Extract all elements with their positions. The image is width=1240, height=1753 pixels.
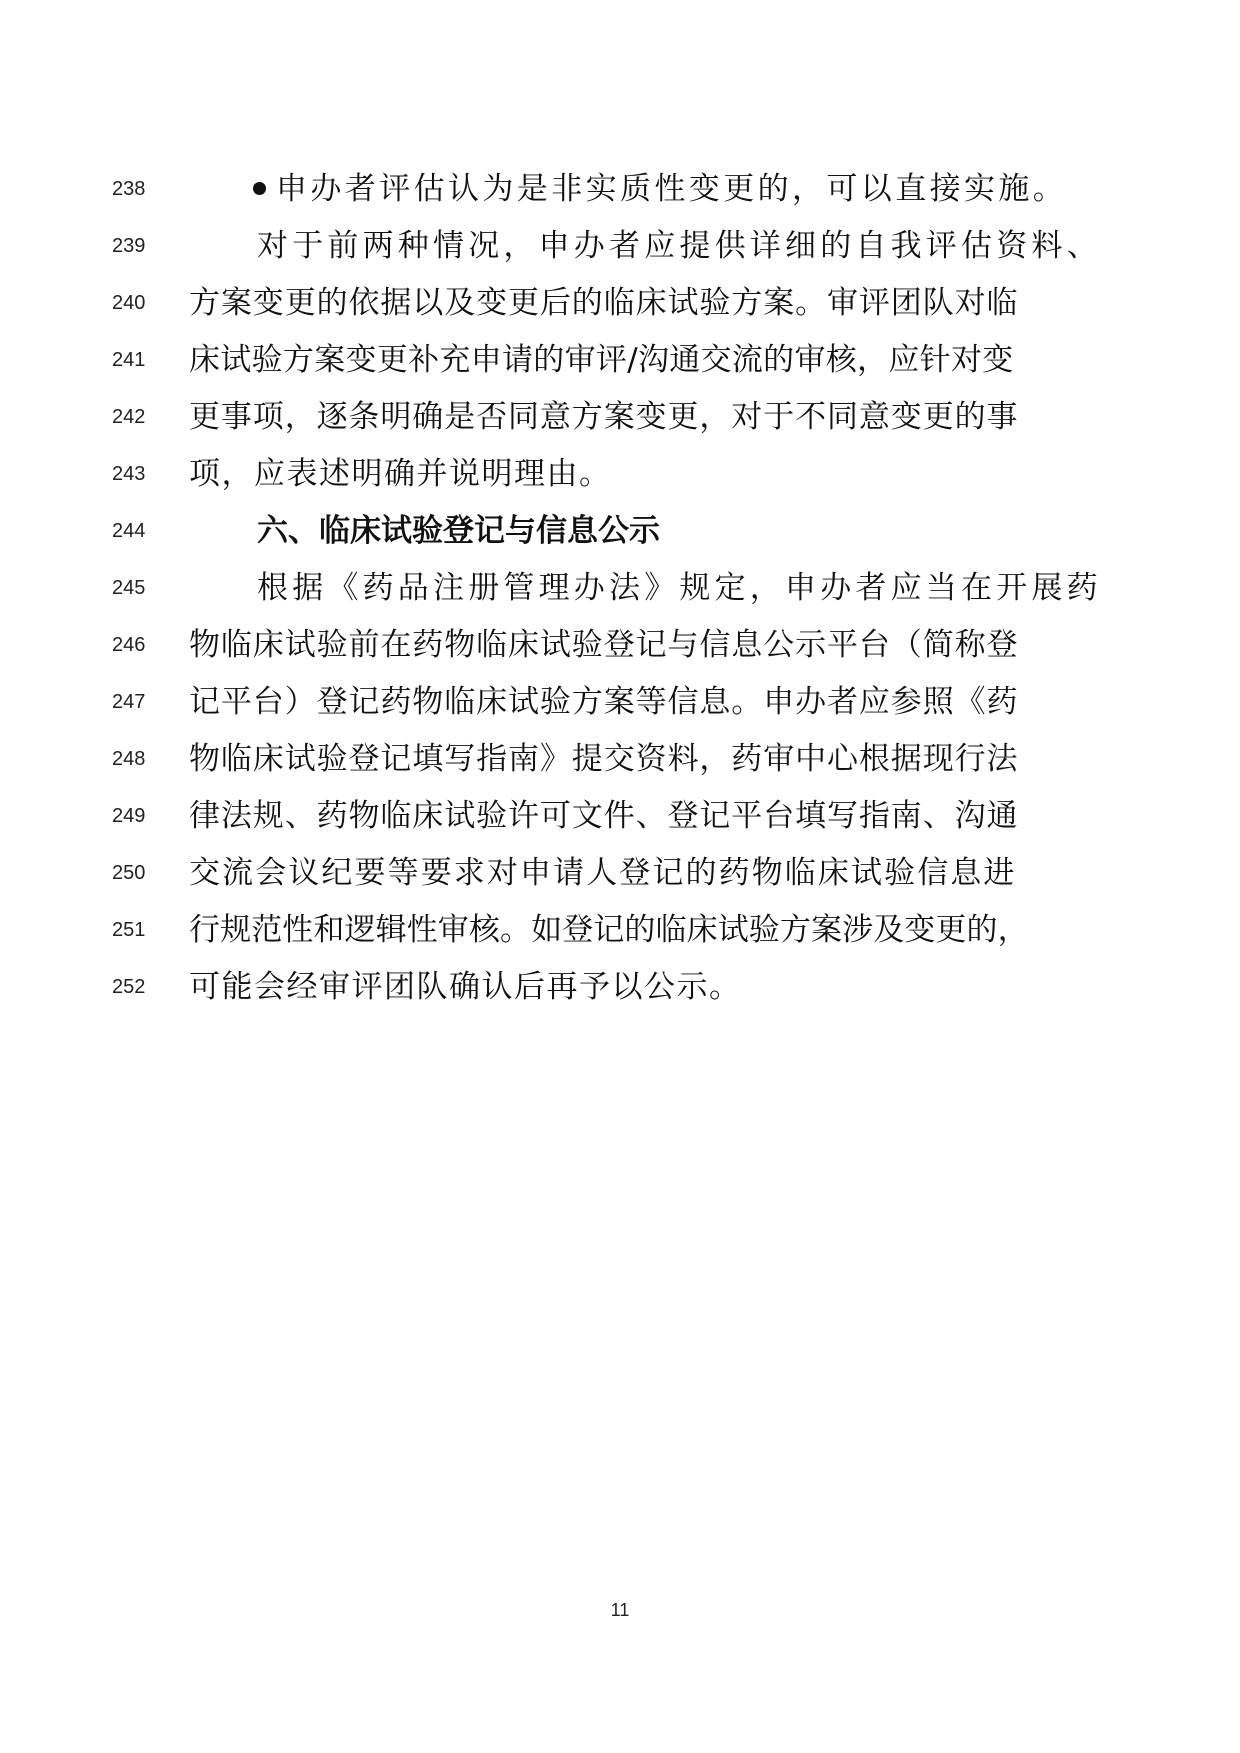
paragraph-text: 交流会议纪要等要求对申请人登记的药物临床试验信息进 bbox=[189, 855, 1017, 891]
text-line-242 bbox=[0, 388, 1240, 446]
section-heading: 六、临床试验登记与信息公示 bbox=[257, 513, 660, 549]
line-number: 246 bbox=[112, 634, 146, 656]
text-line-250 bbox=[0, 844, 1240, 902]
text-line-245 bbox=[0, 559, 1240, 617]
line-number: 247 bbox=[112, 691, 146, 713]
text-line-247 bbox=[0, 673, 1240, 731]
line-number: 238 bbox=[112, 178, 146, 200]
paragraph-text: 床试验方案变更补充申请的审评/沟通交流的审核，应针对变 bbox=[189, 342, 1014, 378]
text-line-252 bbox=[0, 958, 1240, 1016]
paragraph-text: 项，应表述明确并说明理由。 bbox=[189, 456, 612, 492]
text-line-240 bbox=[0, 274, 1240, 332]
line-number: 252 bbox=[112, 976, 146, 998]
text-line-243 bbox=[0, 445, 1240, 503]
line-number: 240 bbox=[112, 292, 146, 314]
line-number: 242 bbox=[112, 406, 146, 428]
paragraph-text: 行规范性和逻辑性审核。如登记的临床试验方案涉及变更的， bbox=[189, 912, 1029, 948]
line-number: 239 bbox=[112, 235, 146, 257]
line-number: 251 bbox=[112, 919, 146, 941]
paragraph-text: 方案变更的依据以及变更后的临床试验方案。审评团队对临 bbox=[189, 285, 1019, 321]
page-number: 11 bbox=[610, 1600, 630, 1620]
text-line-246 bbox=[0, 616, 1240, 674]
line-number: 244 bbox=[112, 520, 146, 542]
paragraph-text: 更事项，逐条明确是否同意方案变更，对于不同意变更的事 bbox=[189, 399, 1019, 435]
line-number: 248 bbox=[112, 748, 146, 770]
bullet-icon bbox=[253, 182, 266, 195]
line-number: 245 bbox=[112, 577, 146, 599]
text-line-238 bbox=[0, 160, 1240, 218]
text-line-249 bbox=[0, 787, 1240, 845]
text-line-239 bbox=[0, 217, 1240, 275]
text-line-241 bbox=[0, 331, 1240, 389]
line-number: 250 bbox=[112, 862, 146, 884]
paragraph-start-text: 根据《药品注册管理办法》规定，申办者应当在开展药 bbox=[257, 570, 1102, 606]
text-line-251 bbox=[0, 901, 1240, 959]
line-number: 249 bbox=[112, 805, 146, 827]
text-line-248 bbox=[0, 730, 1240, 788]
bullet-item-text: 申办者评估认为是非实质性变更的，可以直接实施。 bbox=[276, 171, 1068, 207]
text-line-244 bbox=[0, 502, 1240, 560]
paragraph-text: 物临床试验前在药物临床试验登记与信息公示平台（简称登 bbox=[189, 627, 1019, 663]
paragraph-text: 律法规、药物临床试验许可文件、登记平台填写指南、沟通 bbox=[189, 798, 1019, 834]
paragraph-text: 物临床试验登记填写指南》提交资料，药审中心根据现行法 bbox=[189, 741, 1019, 777]
line-number: 241 bbox=[112, 349, 146, 371]
line-number: 243 bbox=[112, 463, 146, 485]
paragraph-text: 可能会经审评团队确认后再予以公示。 bbox=[189, 969, 742, 1005]
paragraph-start-text: 对于前两种情况，申办者应提供详细的自我评估资料、 bbox=[257, 228, 1102, 264]
paragraph-text: 记平台）登记药物临床试验方案等信息。申办者应参照《药 bbox=[189, 684, 1019, 720]
